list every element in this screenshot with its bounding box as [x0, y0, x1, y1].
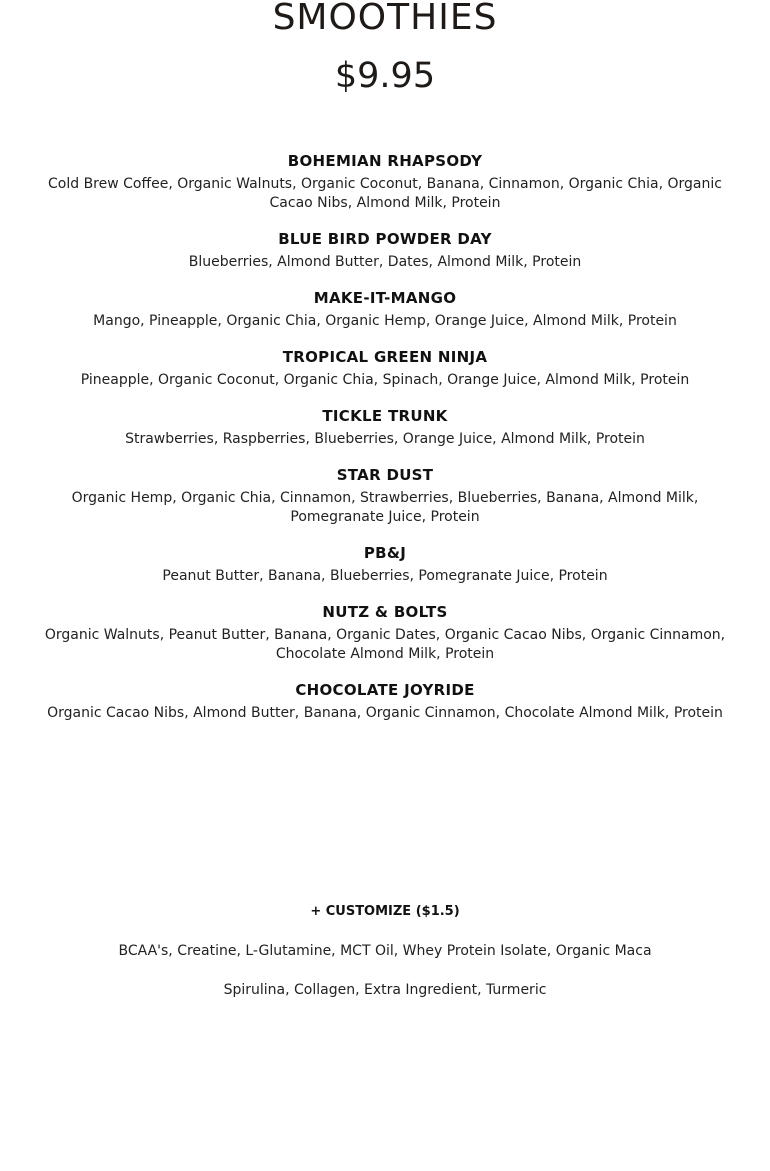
item-description: Strawberries, Raspberries, Blueberries, Orange Juice, Almond Milk, Protein: [125, 431, 645, 447]
item-name: TROPICAL GREEN NINJA: [282, 348, 488, 366]
menu-item: [30, 465, 740, 527]
customize-title: + CUSTOMIZE ($1.5): [310, 904, 460, 919]
menu-item: [30, 229, 740, 272]
menu-item: [30, 347, 740, 390]
item-description: Blueberries, Almond Butter, Dates, Almond Milk, Protein: [188, 254, 582, 270]
menu-item: [30, 680, 740, 723]
item-name: BOHEMIAN RHAPSODY: [287, 152, 483, 170]
item-name: CHOCOLATE JOYRIDE: [295, 681, 475, 699]
customize-options-line-1: BCAA's, Creatine, L-Glutamine, MCT Oil, Whey Protein Isolate, Organic Maca: [118, 943, 652, 959]
item-description: Mango, Pineapple, Organic Chia, Organic Hemp, Orange Juice, Almond Milk, Protein: [93, 313, 677, 329]
item-description: Organic Hemp, Organic Chia, Cinnamon, Strawberries, Blueberries, Banana, Almond Milk, Pomegranate Juice, Protein: [71, 490, 699, 525]
item-name: BLUE BIRD POWDER DAY: [278, 230, 492, 248]
item-name: MAKE-IT-MANGO: [313, 289, 457, 307]
customize-section: [0, 902, 770, 1000]
item-description: Peanut Butter, Banana, Blueberries, Pomegranate Juice, Protein: [162, 568, 608, 584]
item-description: Pineapple, Organic Coconut, Organic Chia, Spinach, Orange Juice, Almond Milk, Protein: [80, 372, 690, 388]
menu-item: [30, 406, 740, 449]
item-name: NUTZ & BOLTS: [322, 603, 448, 621]
menu-item: [30, 288, 740, 331]
item-name: PB&J: [363, 544, 407, 562]
menu-list: [30, 151, 740, 739]
item-description: Organic Walnuts, Peanut Butter, Banana, Organic Dates, Organic Cacao Nibs, Organic Cinnamon, Chocolate Almond Milk, Protein: [44, 627, 726, 662]
item-name: TICKLE TRUNK: [322, 407, 448, 425]
item-name: STAR DUST: [336, 466, 434, 484]
customize-options-line-2: Spirulina, Collagen, Extra Ingredient, Turmeric: [223, 982, 547, 998]
menu-item: [30, 602, 740, 664]
page-title: SMOOTHIES: [272, 0, 498, 38]
item-description: Cold Brew Coffee, Organic Walnuts, Organic Coconut, Banana, Cinnamon, Organic Chia, Organic Cacao Nibs, Almond Milk, Protein: [48, 176, 722, 211]
price: $9.95: [334, 56, 436, 96]
item-description: Organic Cacao Nibs, Almond Butter, Banana, Organic Cinnamon, Chocolate Almond Milk, Protein: [47, 705, 723, 721]
menu-item: [30, 543, 740, 586]
menu-item: [30, 151, 740, 213]
